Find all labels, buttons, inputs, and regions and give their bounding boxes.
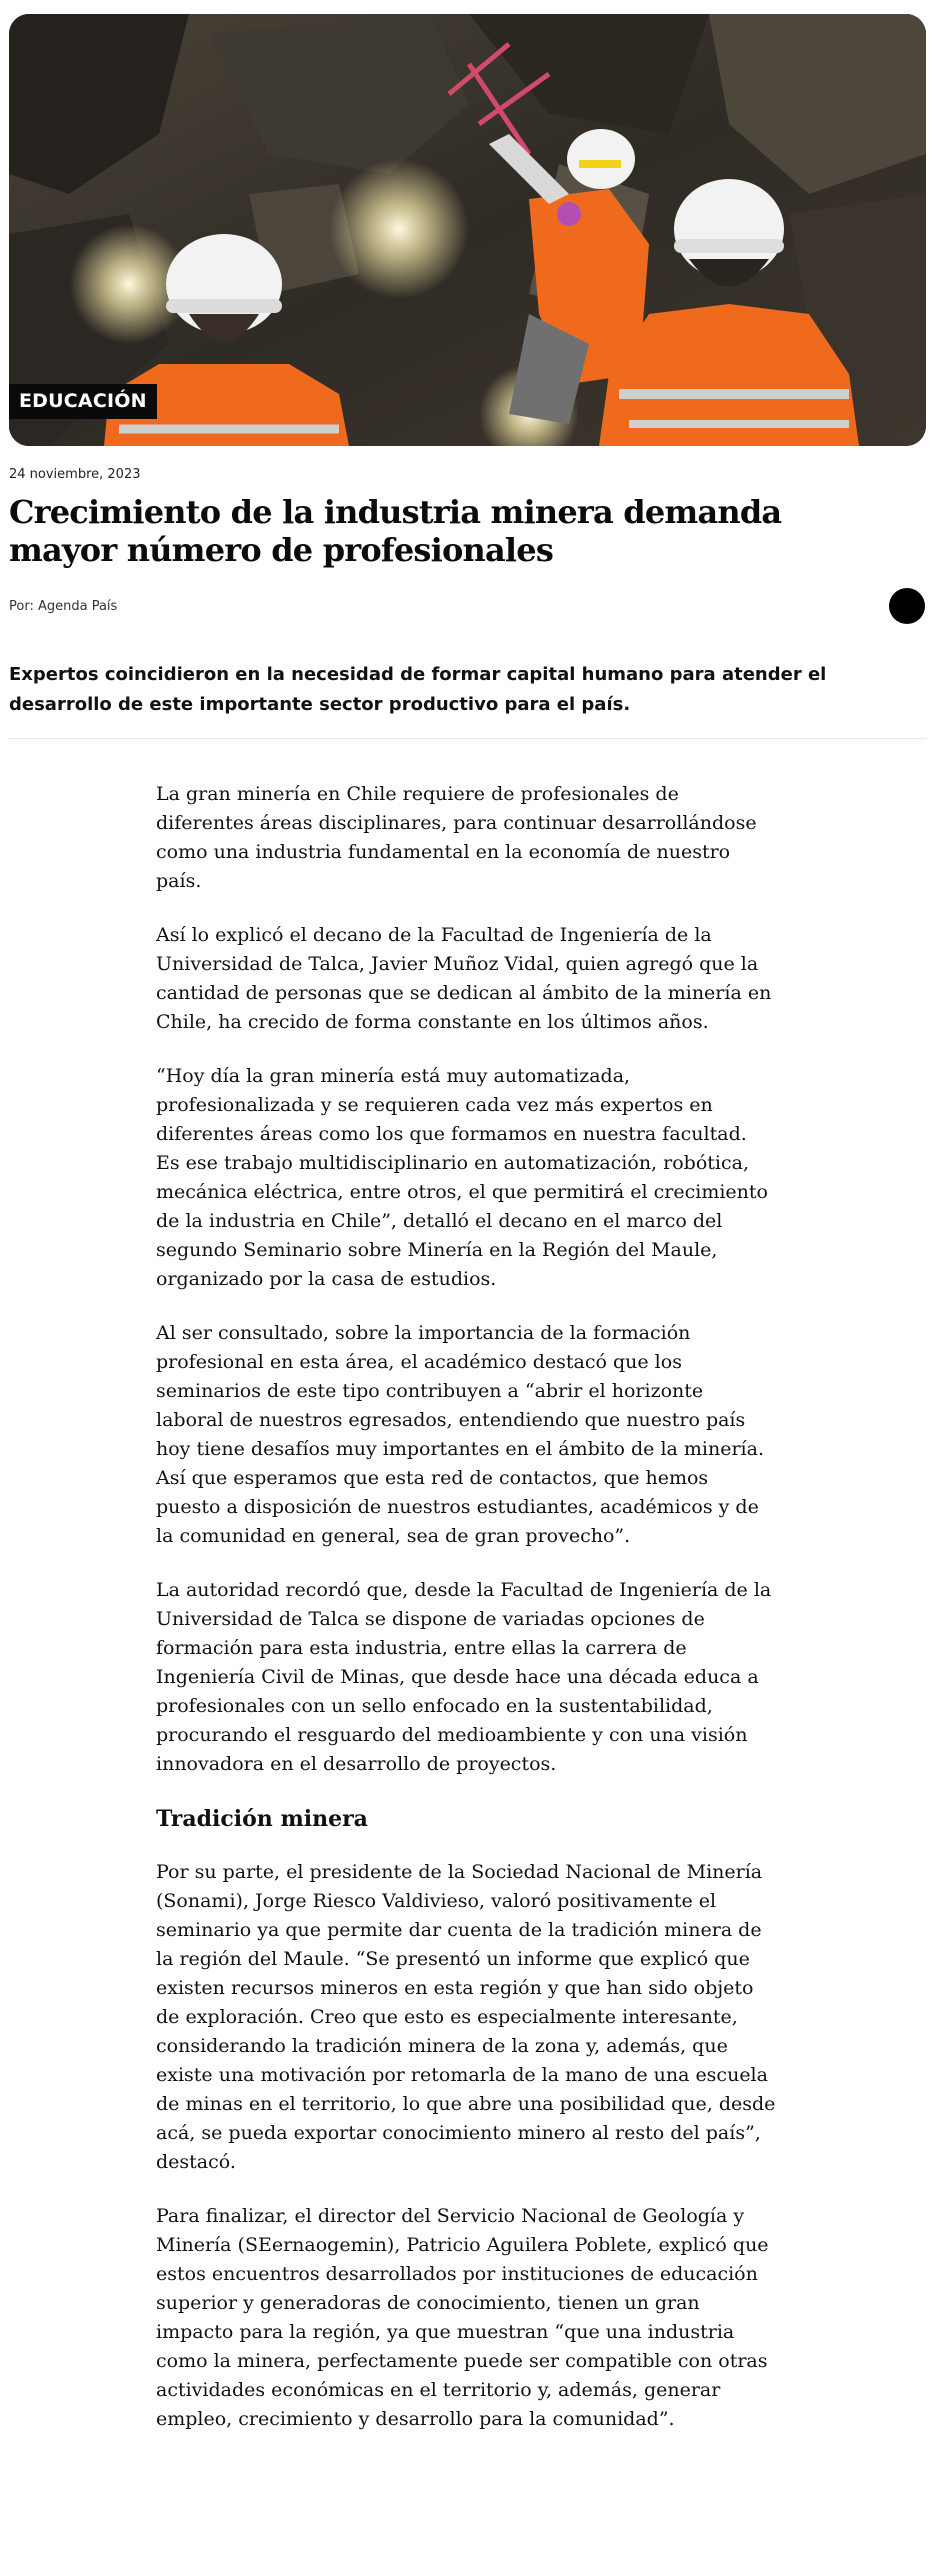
divider <box>9 738 926 739</box>
category-badge[interactable]: EDUCACIÓN <box>9 384 157 419</box>
body-paragraph: Por su parte, el presidente de la Sociedad Nacional de Minería (Sonami), Jorge Riesco Valdivieso, valoró positivamente el seminario ya que permite dar cuenta de la tradición minera de la región del Maule. “Se presentó un informe que explicó que existen recursos mineros en esta región y que han sido objeto de exploración. Creo que esto es especialmente interesante, considerando la tradición minera de la zona y, además, que existe una motivación por retomarla de la mano de una escuela de minas en el territorio, lo que abre una posibilidad que, desde acá, se pueda exportar conocimiento minero al resto del país”, destacó. <box>156 1861 776 2173</box>
body-paragraph: Al ser consultado, sobre la importancia de la formación profesional en esta área, el académico destacó que los seminarios de este tipo contribuyen a “abrir el horizonte laboral de nuestros egresados, entendiendo que nuestro país hoy tiene desafíos muy importantes en el ámbito de la minería. Así que esperamos que esta red de contactos, que hemos puesto a disposición de nuestros estudiantes, académicos y de la comunidad en general, sea de gran provecho”. <box>156 1322 764 1547</box>
body-paragraph: La gran minería en Chile requiere de profesionales de diferentes áreas disciplinares, para continuar desarrollándose como una industria fundamental en la economía de nuestro país. <box>156 783 757 892</box>
body-paragraph: La autoridad recordó que, desde la Facultad de Ingeniería de la Universidad de Talca se dispone de variadas opciones de formación para esta industria, entre ellas la carrera de Ingeniería Civil de Minas, que desde hace una década educa a profesionales con un sello enfocado en la sustentabilidad, procurando el resguardo del medioambiente y con una visión innovadora en el desarrollo de proyectos. <box>156 1579 772 1775</box>
body-paragraph: “Hoy día la gran minería está muy automatizada, profesionalizada y se requieren cada vez más expertos en diferentes áreas como los que formamos en nuestra facultad. Es ese trabajo multidisciplinario en automatización, robótica, mecánica eléctrica, entre otros, el que permitirá el crecimiento de la industria en Chile”, detalló el decano en el marco del segundo Seminario sobre Minería en la Región del Maule, organizado por la casa de estudios. <box>156 1065 768 1290</box>
publish-date: 24 noviembre, 2023 <box>9 467 141 482</box>
author-avatar[interactable] <box>889 588 925 624</box>
section-heading: Tradición minera <box>156 1806 368 1832</box>
body-paragraph: Así lo explicó el decano de la Facultad de Ingeniería de la Universidad de Talca, Javier Muñoz Vidal, quien agregó que la cantidad de personas que se dedican al ámbito de la minería en Chile, ha crecido de forma constante en los últimos años. <box>156 924 772 1033</box>
article-title: Crecimiento de la industria minera demanda mayor número de profesionales <box>9 493 782 569</box>
article-body <box>156 780 776 2459</box>
miners-photo <box>9 14 926 446</box>
author-byline: Por: Agenda País <box>9 599 118 614</box>
body-paragraph: Para finalizar, el director del Servicio Nacional de Geología y Minería (SEernaogemin), Patricio Aguilera Poblete, explicó que estos encuentros desarrollados por instituciones de educación superior y generadoras de conocimiento, tienen un gran impacto para la región, ya que muestran “que una industria como la minera, perfectamente puede ser compatible con otras actividades económicas en el territorio y, además, generar empleo, crecimiento y desarrollo para la comunidad”. <box>156 2205 769 2430</box>
article-lead: Expertos coincidieron en la necesidad de formar capital humano para atender el desarrollo de este importante sector productivo para el país. <box>9 664 827 715</box>
hero-image[interactable] <box>9 14 926 446</box>
